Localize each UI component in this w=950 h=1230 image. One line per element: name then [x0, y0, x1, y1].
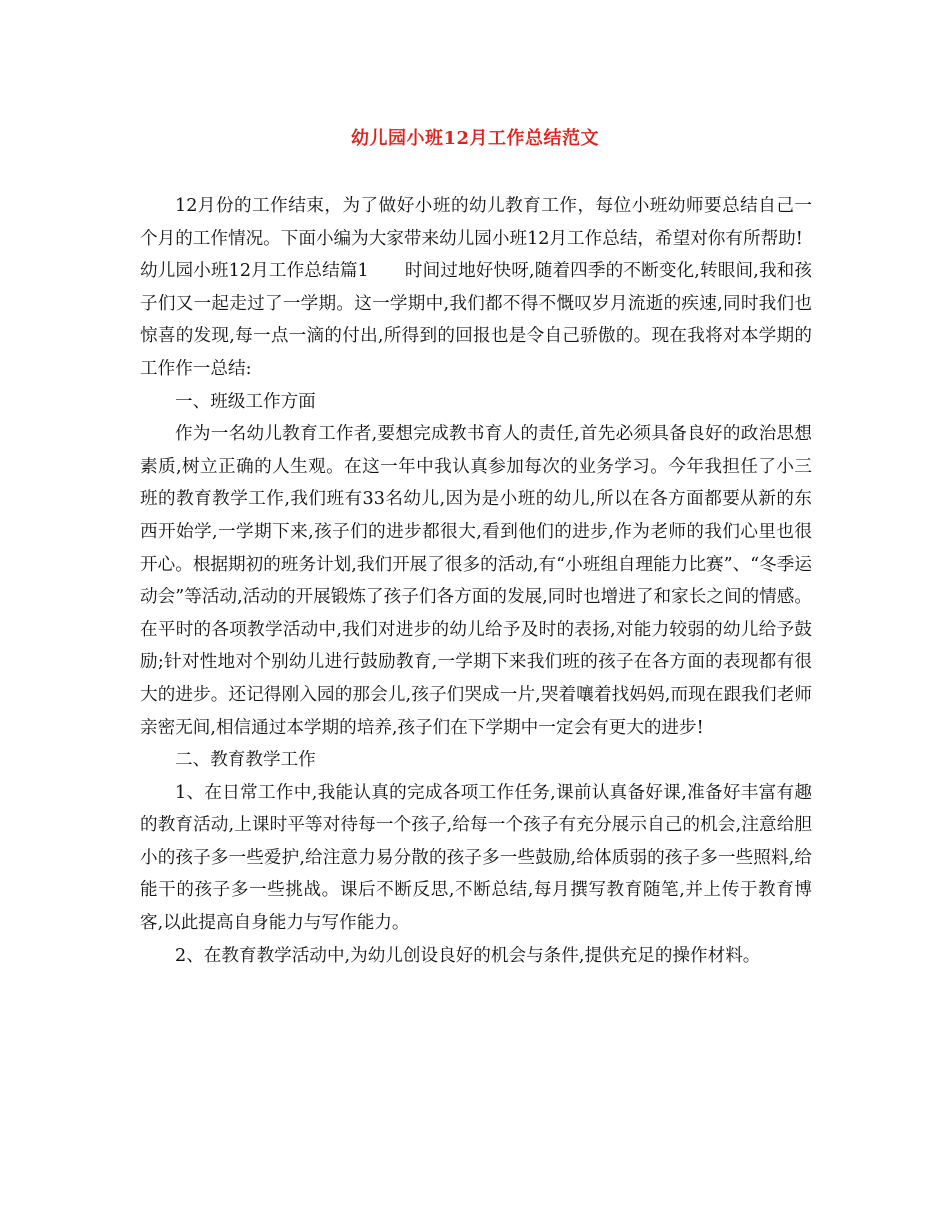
document-title: 幼儿园小班12月工作总结范文: [350, 128, 600, 149]
section2-item-2: 2、在教育教学活动中,为幼儿创设良好的机会与条件,提供充足的操作材料。: [175, 945, 761, 966]
article-intro: 时间过地好快呀,随着四季的不断变化,转眼间,我和孩子们又一起走过了一学期。这一学期中,我们都不得不慨叹岁月流逝的疾速,同时我们也惊喜的发现,每一点一滴的付出,所得到的回报也是令自己骄傲的。现在我将对本学期的工作作一总结:: [140, 261, 812, 379]
article-heading: 幼儿园小班12月工作总结篇1: [140, 261, 369, 282]
section1-body: 作为一名幼儿教育工作者,要想完成教书育人的责任,首先必须具备良好的政治思想素质,树立正确的人生观。在这一年中我认真参加每次的业务学习。今年我担任了小三班的教育教学工作,我们班有33名幼儿,因为是小班的幼儿,所以在各方面都要从新的东西开始学,一学期下来,孩子们的进步都很大,看到他们的进步,作为老师的我们心里也很开心。根据期初的班务计划,我们开展了很多的活动,有“小班组自理能力比赛”、“冬季运动会”等活动,活动的开展锻炼了孩子们各方面的发展,同时也增进了和家长之间的情感。在平时的各项教学活动中,我们对进步的幼儿给予及时的表扬,对能力较弱的幼儿给予鼓励;针对性地对个别幼儿进行鼓励教育,一学期下来我们班的孩子在各方面的表现都有很大的进步。还记得刚入园的那会儿,孩子们哭成一片,哭着嚷着找妈妈,而现在跟我们老师亲密无间,相信通过本学期的培养,孩子们在下学期中一定会有更大的进步!: [140, 424, 812, 738]
section2-heading: 二、教育教学工作: [175, 750, 316, 771]
section2-item-1: 1、在日常工作中,我能认真的完成各项工作任务,课前认真备好课,准备好丰富有趣的教育活动,上课时平等对待每一个孩子,给每一个孩子有充分展示自己的机会,注意给胆小的孩子多一些爱护,给注意力易分散的孩子多一些鼓励,给体质弱的孩子多一些照料,给能干的孩子多一些挑战。课后不断反思,不断总结,每月撰写教育随笔,并上传于教育博客,以此提高自身能力与写作能力。: [140, 782, 812, 934]
section1-heading: 一、班级工作方面: [175, 391, 316, 412]
intro-paragraph: 12月份的工作结束，为了做好小班的幼儿教育工作，每位小班幼师要总结自己一个月的工作情况。下面小编为大家带来幼儿园小班12月工作总结，希望对你有所帮助!: [140, 196, 812, 249]
article-paragraph: [140, 255, 812, 385]
document-body: [140, 190, 812, 972]
